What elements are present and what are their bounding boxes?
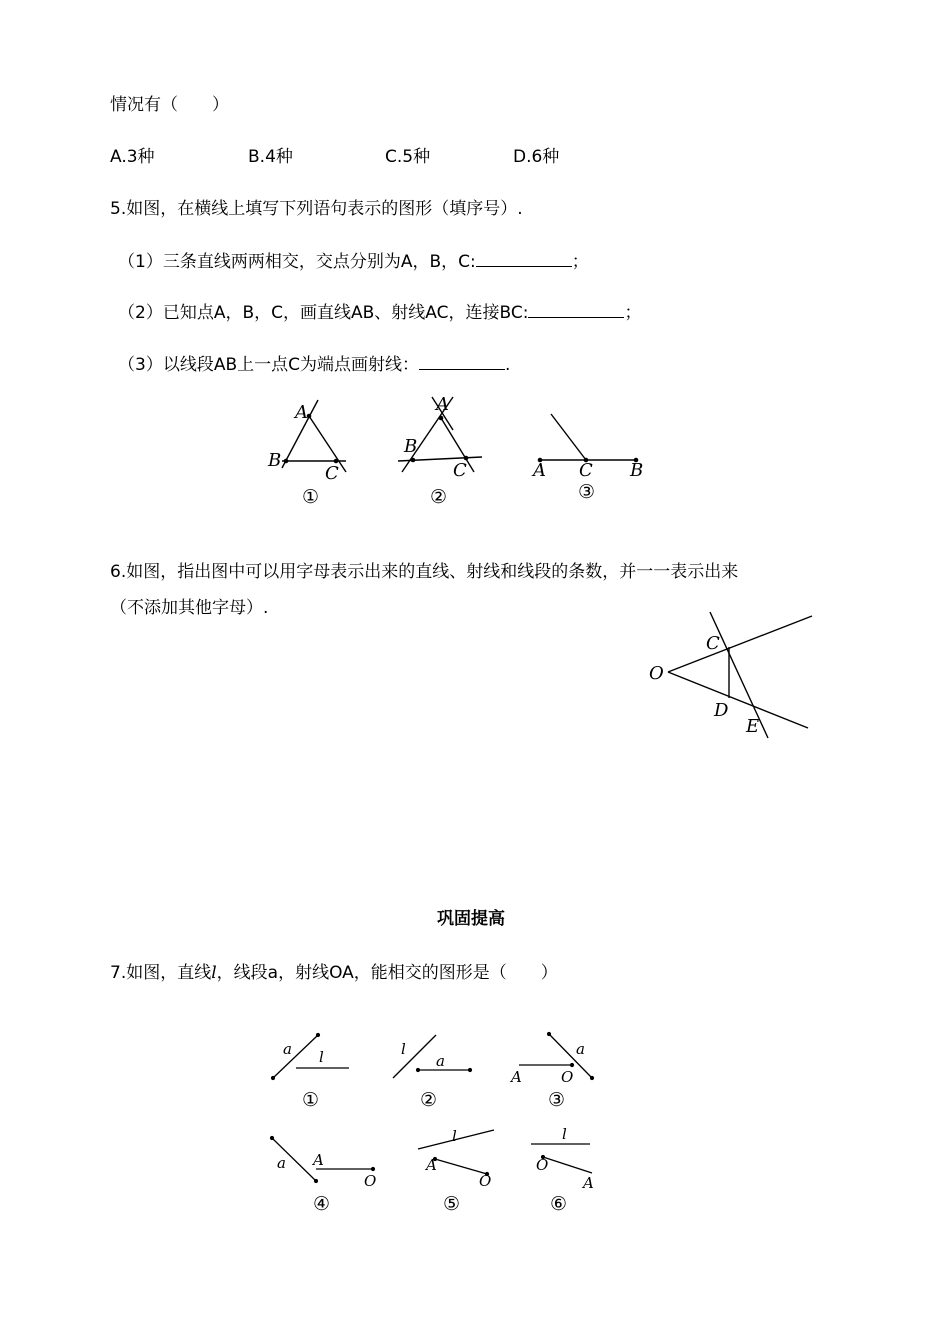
q7f6-label-A: A (583, 1174, 594, 1192)
fig1-label-a: A (295, 402, 308, 423)
q4-option-a: A.3种 (110, 147, 155, 167)
q7f5-label-l: l (452, 1127, 457, 1145)
q7f2-label-a: a (436, 1052, 445, 1070)
q6-stem-line2: （不添加其他字母）. (110, 598, 269, 618)
q5-item-2-text: （2）已知点A，B，C，画直线AB、射线AC，连接BC: (118, 303, 529, 323)
fig1-number: ① (302, 486, 320, 508)
fig2-label-a: A (436, 394, 449, 415)
fig2-label-b: B (404, 436, 418, 457)
q7f2-number: ② (420, 1089, 438, 1111)
q7f5-label-A: A (426, 1156, 437, 1174)
q7-stem-l: l (211, 963, 217, 983)
q7f3-label-A: A (511, 1068, 522, 1086)
q7-figures (0, 1020, 950, 1220)
q4-stem-tail: 情况有（ ） (110, 95, 229, 115)
q7f6-number: ⑥ (550, 1193, 568, 1215)
q7-stem-pre: 7.如图，直线 (110, 963, 212, 983)
q7f4-label-o: O (364, 1172, 377, 1190)
q7f4-number: ④ (313, 1193, 331, 1215)
q7f3-label-o: O (561, 1068, 574, 1086)
q7f1-label-l: l (319, 1048, 324, 1066)
q7f5-number: ⑤ (443, 1193, 461, 1215)
fig3-label-c: C (579, 460, 593, 481)
q6-stem-line1: 6.如图，指出图中可以用字母表示出来的直线、射线和线段的条数，并一一表示出来 (110, 562, 739, 582)
q5-item-2-end: ； (624, 303, 642, 323)
q5-item-1-end: ； (571, 252, 589, 272)
fig3-label-b: B (630, 460, 644, 481)
q7f1-number: ① (302, 1089, 320, 1111)
q4-option-d: D.6种 (513, 147, 560, 167)
fig2-number: ② (430, 486, 448, 508)
fig2-label-c: C (453, 460, 467, 481)
q6-label-o: O (649, 663, 664, 684)
q6-label-d: D (714, 700, 729, 721)
q7f2-label-l: l (401, 1040, 406, 1058)
q7f1-label-a: a (283, 1040, 292, 1058)
q7-stem-post: ，线段a，射线OA，能相交的图形是（ ） (216, 963, 558, 983)
q7-stem (110, 962, 558, 984)
q5-stem: 5.如图，在横线上填写下列语句表示的图形（填序号）. (110, 199, 523, 219)
q4-option-c: C.5种 (385, 147, 431, 167)
q5-item-3-end: . (504, 355, 511, 375)
q4-option-b: B.4种 (248, 147, 293, 167)
q6-label-c: C (706, 633, 720, 654)
q7f5-label-o: O (479, 1172, 492, 1190)
q7f4-label-a: a (277, 1154, 286, 1172)
section-title: 巩固提高 (437, 909, 505, 929)
q7f4-label-A: A (313, 1151, 324, 1169)
fig3-label-a: A (533, 460, 546, 481)
fig1-label-b: B (268, 450, 282, 471)
fig3-number: ③ (578, 481, 596, 503)
q7f3-label-a: a (576, 1040, 585, 1058)
q7f6-label-l: l (562, 1125, 567, 1143)
q6-label-e: E (746, 716, 760, 737)
fig1-label-c: C (325, 463, 339, 484)
q5-item-3-text: （3）以线段AB上一点C为端点画射线： (118, 355, 419, 375)
q7f6-label-o: O (536, 1156, 549, 1174)
q5-figures (0, 0, 950, 520)
q6-figure (640, 600, 830, 750)
q7f3-number: ③ (548, 1089, 566, 1111)
q5-item-1-text: （1）三条直线两两相交，交点分别为A，B，C: (118, 252, 476, 272)
